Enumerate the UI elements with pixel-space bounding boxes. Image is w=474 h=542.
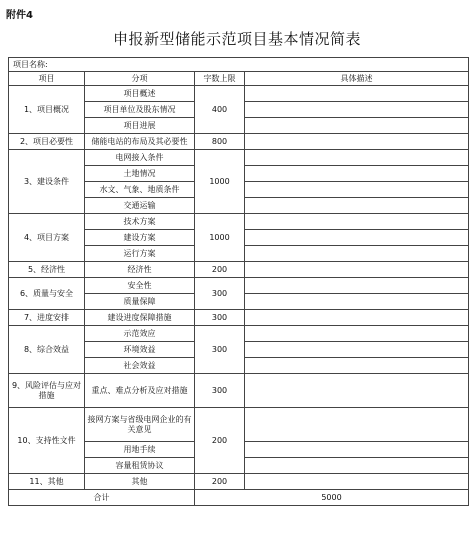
word-limit-cell: 1000 — [195, 150, 245, 214]
item-cell: 5、经济性 — [9, 262, 85, 278]
table-row — [9, 214, 469, 230]
description-cell[interactable] — [245, 374, 469, 408]
description-cell[interactable] — [245, 326, 469, 342]
description-cell[interactable] — [245, 134, 469, 150]
table-row — [9, 310, 469, 326]
item-cell: 2、项目必要性 — [9, 134, 85, 150]
item-cell: 4、项目方案 — [9, 214, 85, 262]
table-row — [9, 150, 469, 166]
attachment-label: 附件4 — [6, 10, 33, 21]
header-sub: 分项 — [85, 72, 195, 86]
table-row — [9, 408, 469, 442]
sub-item-cell: 经济性 — [85, 262, 195, 278]
item-cell: 8、综合效益 — [9, 326, 85, 374]
item-cell: 6、质量与安全 — [9, 278, 85, 310]
project-name-row — [9, 58, 469, 72]
sub-item-cell: 水文、气象、地质条件 — [85, 182, 195, 198]
sub-item-cell: 社会效益 — [85, 358, 195, 374]
description-cell[interactable] — [245, 262, 469, 278]
word-limit-cell: 300 — [195, 374, 245, 408]
table-row — [9, 262, 469, 278]
sub-item-cell: 示范效应 — [85, 326, 195, 342]
sub-item-cell: 建设进度保障措施 — [85, 310, 195, 326]
item-cell: 11、其他 — [9, 474, 85, 490]
word-limit-cell: 300 — [195, 310, 245, 326]
table-row — [9, 326, 469, 342]
sub-item-cell: 储能电站的布局及其必要性 — [85, 134, 195, 150]
item-cell: 10、支持性文件 — [9, 408, 85, 474]
word-limit-cell: 400 — [195, 86, 245, 134]
word-limit-cell: 200 — [195, 474, 245, 490]
sub-item-cell: 环境效益 — [85, 342, 195, 358]
word-limit-cell: 300 — [195, 326, 245, 374]
table-row — [9, 278, 469, 294]
description-cell[interactable] — [245, 442, 469, 458]
header-row — [9, 72, 469, 86]
item-cell: 3、建设条件 — [9, 150, 85, 214]
table-row — [9, 474, 469, 490]
description-cell[interactable] — [245, 408, 469, 442]
description-cell[interactable] — [245, 310, 469, 326]
sub-item-cell: 容量租赁协议 — [85, 458, 195, 474]
description-cell[interactable] — [245, 246, 469, 262]
description-cell[interactable] — [245, 198, 469, 214]
description-cell[interactable] — [245, 102, 469, 118]
sub-item-cell: 技术方案 — [85, 214, 195, 230]
sub-item-cell: 建设方案 — [85, 230, 195, 246]
description-cell[interactable] — [245, 150, 469, 166]
header-limit: 字数上限 — [195, 72, 245, 86]
description-cell[interactable] — [245, 230, 469, 246]
description-cell[interactable] — [245, 474, 469, 490]
page-title: 申报新型储能示范项目基本情况简表 — [112, 30, 361, 48]
word-limit-cell: 300 — [195, 278, 245, 310]
total-value: 5000 — [195, 490, 469, 506]
project-name-label: 项目名称: — [9, 58, 469, 72]
sub-item-cell: 安全性 — [85, 278, 195, 294]
word-limit-cell: 800 — [195, 134, 245, 150]
header-item: 项目 — [9, 72, 85, 86]
description-cell[interactable] — [245, 342, 469, 358]
total-row — [9, 490, 469, 506]
item-cell: 1、项目概况 — [9, 86, 85, 134]
sub-item-cell: 运行方案 — [85, 246, 195, 262]
word-limit-cell: 200 — [195, 408, 245, 474]
table-row — [9, 374, 469, 408]
item-cell: 7、进度安排 — [9, 310, 85, 326]
description-cell[interactable] — [245, 118, 469, 134]
description-cell[interactable] — [245, 358, 469, 374]
word-limit-cell: 1000 — [195, 214, 245, 262]
sub-item-cell: 其他 — [85, 474, 195, 490]
table-row — [9, 134, 469, 150]
sub-item-cell: 接网方案与省级电网企业的有关意见 — [85, 408, 195, 442]
header-desc: 具体描述 — [245, 72, 469, 86]
sub-item-cell: 交通运输 — [85, 198, 195, 214]
total-label: 合计 — [9, 490, 195, 506]
item-cell: 9、风险评估与应对措施 — [9, 374, 85, 408]
description-cell[interactable] — [245, 182, 469, 198]
sub-item-cell: 项目单位及股东情况 — [85, 102, 195, 118]
sub-item-cell: 项目进展 — [85, 118, 195, 134]
project-summary-table — [8, 57, 469, 506]
description-cell[interactable] — [245, 294, 469, 310]
sub-item-cell: 项目概述 — [85, 86, 195, 102]
sub-item-cell: 土地情况 — [85, 166, 195, 182]
sub-item-cell: 用地手续 — [85, 442, 195, 458]
description-cell[interactable] — [245, 166, 469, 182]
description-cell[interactable] — [245, 214, 469, 230]
sub-item-cell: 质量保障 — [85, 294, 195, 310]
sub-item-cell: 电网接入条件 — [85, 150, 195, 166]
word-limit-cell: 200 — [195, 262, 245, 278]
sub-item-cell: 重点、难点分析及应对措施 — [85, 374, 195, 408]
description-cell[interactable] — [245, 458, 469, 474]
description-cell[interactable] — [245, 278, 469, 294]
table-row — [9, 86, 469, 102]
description-cell[interactable] — [245, 86, 469, 102]
